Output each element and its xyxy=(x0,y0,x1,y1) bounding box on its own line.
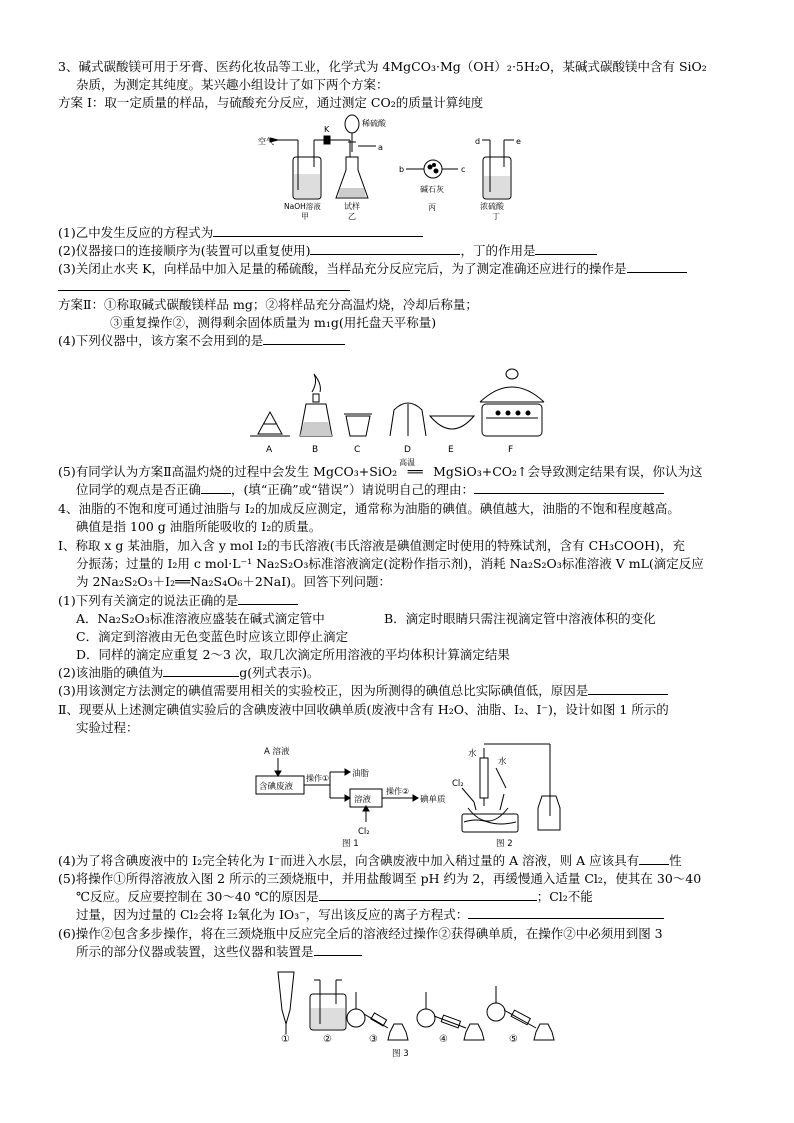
label-sample: 试样 xyxy=(344,202,360,211)
fig2-water-out: 水 xyxy=(498,757,507,767)
fig2-water-in: 水 xyxy=(468,749,477,759)
fig3-distill-4 xyxy=(417,1009,435,1027)
q4-part1-line3: 为 2Na₂S₂O₃＋I₂══Na₂S₄O₆＋2NaI)。回答下列问题： xyxy=(76,574,392,589)
label-conc-acid: 浓硫酸 xyxy=(480,202,504,211)
fig3-label-2: ② xyxy=(323,1034,332,1045)
condition-high-temp: 高温 xyxy=(399,458,416,467)
sep-funnel xyxy=(345,115,359,133)
instrument-f-desiccator xyxy=(506,369,518,379)
q4-p3: (3)用该测定方法测定的碘值需要用相关的实验校正，因为所测得的碘值总比实际碘值低，原因是 xyxy=(58,682,668,699)
label-ding: 丁 xyxy=(492,212,500,221)
answer-blank[interactable] xyxy=(310,242,460,255)
label-b: b xyxy=(399,165,405,174)
answer-blank[interactable] xyxy=(213,224,423,237)
flow-solution: 溶液 xyxy=(354,795,372,805)
q4-option-b: B．滴定时眼睛只需注视滴定管中溶液体积的变化 xyxy=(384,611,656,626)
label-air: 空气 xyxy=(258,137,274,146)
q4-option-d: D．同样的滴定应重复 2～3 次，取几次滴定所用溶液的平均体积计算滴定结果 xyxy=(76,647,510,662)
answer-blank[interactable] xyxy=(319,888,537,901)
label-naoh: NaOH溶液 xyxy=(284,202,321,211)
q3-plan2-line2: ③重复操作②，测得剩余固体质量为 m₁g(用托盘天平称量) xyxy=(110,315,437,330)
condenser xyxy=(480,758,488,798)
fig3-label-3: ③ xyxy=(369,1034,378,1045)
label-bing: 丙 xyxy=(428,203,436,212)
q3-plan2-line1: 方案Ⅱ：①称取碱式碳酸镁样品 mg；②将样品充分高温灼烧，冷却后称量； xyxy=(58,297,478,312)
answer-blank[interactable] xyxy=(627,260,687,273)
q4-fig3 xyxy=(268,962,558,1058)
q4-option-c: C．滴定到溶液由无色变蓝色时应该立即停止滴定 xyxy=(76,629,349,644)
label-instrument-a: A xyxy=(266,445,273,455)
answer-blank[interactable] xyxy=(474,481,664,494)
fig3-distill-5 xyxy=(487,1003,505,1021)
fig1-caption: 图 1 xyxy=(342,839,359,848)
fig2-caption: 图 2 xyxy=(496,839,513,849)
q4-p5-line2: ℃反应。反应要控制在 30～40 ℃的原因是 ；Cl₂不能 xyxy=(76,889,593,904)
fig3-label-1: ① xyxy=(281,1034,290,1045)
q3-p3: (3)关闭止水夹 K，向样品中加入足量的稀硫酸，当样品充分反应完后，为了测定准确还应进行的操作是 xyxy=(58,260,687,277)
answer-blank[interactable] xyxy=(639,852,669,865)
answer-blank[interactable] xyxy=(201,481,231,494)
q4-flowchart-fig1 xyxy=(248,738,468,848)
q3-p2: (2)仪器接口的连接顺序为(装置可以重复使用) ，丁的作用是 xyxy=(58,242,597,259)
q3-intro-line2: 杂质，为测定其纯度。某兴趣小组设计了如下两个方案： xyxy=(76,77,389,92)
fig3-label-5: ⑤ xyxy=(509,1034,518,1045)
q4-p1: (1)下列有关滴定的说法正确的是 xyxy=(58,592,298,609)
q3-p3-cont xyxy=(58,278,350,295)
flow-op2: 操作② xyxy=(386,787,410,796)
instrument-b-lamp xyxy=(312,374,320,392)
label-yi: 乙 xyxy=(348,212,356,221)
q4-p4: (4)为了将含碘废液中的 I₂完全转化为 I⁻而进入水层，向含碘废液中加入稍过量的 A 溶液，则 A 应该具有 性 xyxy=(58,853,682,868)
q4-p5-line3: 过量，因为过量的 Cl₂会将 I₂氧化为 IO₃⁻，写出该反应的离子方程式： xyxy=(76,906,664,923)
answer-blank[interactable] xyxy=(468,906,664,919)
q4-intro-line1: 4、油脂的不饱和度可通过油脂与 I₂的加成反应测定，通常称为油脂的碘值。碘值越大，油脂的不饱和程度越高。 xyxy=(58,501,680,516)
label-k: K xyxy=(324,125,330,134)
q4-part2-line1: Ⅱ、现要从上述测定碘值实验后的含碘废液中回收碘单质(废液中含有 H₂O、油脂、I₂、I⁻)，设计如图 1 所示的 xyxy=(58,702,669,717)
label-e: e xyxy=(516,137,521,146)
label-d: d xyxy=(475,137,481,146)
fig2-cl2: Cl₂ xyxy=(452,779,464,789)
label-acid: 稀硫酸 xyxy=(362,119,386,128)
label-jia: 甲 xyxy=(301,212,309,221)
q4-part1-line1: Ⅰ、称取 x g 某油脂，加入含 y mol I₂的韦氏溶液(韦氏溶液是碘值测定时使用的特殊试剂，含有 CH₃COOH)，充 xyxy=(58,538,685,553)
label-instrument-c: C xyxy=(354,445,361,455)
answer-blank[interactable] xyxy=(535,242,597,255)
q4-p6-line1: (6)操作②包含多步操作，将在三颈烧瓶中反应完全后的溶液经过操作②获得碘单质，在操作②中必须用到图 3 xyxy=(58,926,663,941)
answer-blank[interactable] xyxy=(238,592,298,605)
flow-op1: 操作① xyxy=(306,774,330,783)
instrument-a-triangle xyxy=(258,412,282,434)
label-instrument-e: E xyxy=(448,445,454,455)
flow-waste: 含碘废液 xyxy=(259,782,294,792)
answer-blank[interactable] xyxy=(58,278,350,291)
fig3-distill-3 xyxy=(347,1009,365,1027)
flow-iodine: 碘单质 xyxy=(420,795,446,805)
q4-three-neck-fig2 xyxy=(452,738,572,850)
bing-tube xyxy=(424,160,442,178)
label-a: a xyxy=(378,143,383,152)
fig3-caption: 图 3 xyxy=(392,1049,409,1058)
q3-intro-line1: 3、碱式碳酸镁可用于牙膏、医药化妆品等工业，化学式为 4MgCO₃·Mg（OH）₂·5H₂O，某碱式碳酸镁中含有 SiO₂ xyxy=(58,59,707,74)
q4-p5-line1: (5)将操作①所得溶液放入图 2 所示的三颈烧瓶中，并用盐酸调至 pH 约为 2，再缓慢通入适量 Cl₂，使其在 30～40 xyxy=(58,871,702,886)
label-instrument-f: F xyxy=(508,445,514,455)
q4-part1-line2: 分振荡；过量的 I₂用 c mol·L⁻¹ Na₂S₂O₃标准溶液滴定(淀粉作指示剂)，消耗 Na₂S₂O₃标准溶液 V mL(滴定反应 xyxy=(76,556,704,571)
answer-blank[interactable] xyxy=(314,943,362,956)
instrument-e-dish xyxy=(430,416,474,429)
label-instrument-b: B xyxy=(312,445,319,455)
instrument-c-crucible xyxy=(346,416,370,436)
q3-p5-line1: (5)有同学认为方案Ⅱ高温灼烧的过程中会发生 MgCO₃+SiO₂ 高温 ══ MgSiO₃+CO₂↑会导致测定结果有误，你认为这 xyxy=(58,463,703,480)
q4-p6-line2: 所示的部分仪器或装置，这些仪器和装置是 xyxy=(76,943,362,960)
answer-blank[interactable] xyxy=(588,682,668,695)
q3-p5-line2: 位同学的观点是否正确 ，(填“正确”或“错误”）请说明自己的理由： xyxy=(76,481,664,498)
label-c: c xyxy=(461,165,466,174)
flow-a-solution: A 溶液 xyxy=(264,747,290,757)
fig3-label-4: ④ xyxy=(439,1034,448,1045)
q3-plan1: 方案 I：取一定质量的样品，与硫酸充分反应，通过测定 CO₂的质量计算纯度 xyxy=(58,95,484,110)
flow-oil: 油脂 xyxy=(352,769,370,779)
label-soda-lime: 碱石灰 xyxy=(420,185,444,194)
q4-intro-line2: 碘值是指 100 g 油脂所能吸收的 I₂的质量。 xyxy=(76,519,322,534)
q3-p4: (4)下列仪器中，该方案不会用到的是 xyxy=(58,332,345,349)
q4-p2: (2)该油脂的碘值为 g(列式表示)。 xyxy=(58,665,320,680)
q4-option-a: A．Na₂S₂O₃标准溶液应盛装在碱式滴定管中 xyxy=(76,611,325,626)
flow-cl2: Cl₂ xyxy=(358,827,370,837)
q3-p1: (1)乙中发生反应的方程式为 xyxy=(58,224,423,241)
label-instrument-d: D xyxy=(404,445,411,455)
answer-blank[interactable] xyxy=(263,332,345,345)
receiving-flask xyxy=(538,796,560,830)
fig3-funnel xyxy=(278,972,294,1024)
q3-instruments-figure xyxy=(250,352,550,457)
answer-blank[interactable] xyxy=(163,664,239,677)
q3-apparatus-figure xyxy=(258,112,538,222)
q4-part2-line2: 实验过程： xyxy=(76,720,139,735)
